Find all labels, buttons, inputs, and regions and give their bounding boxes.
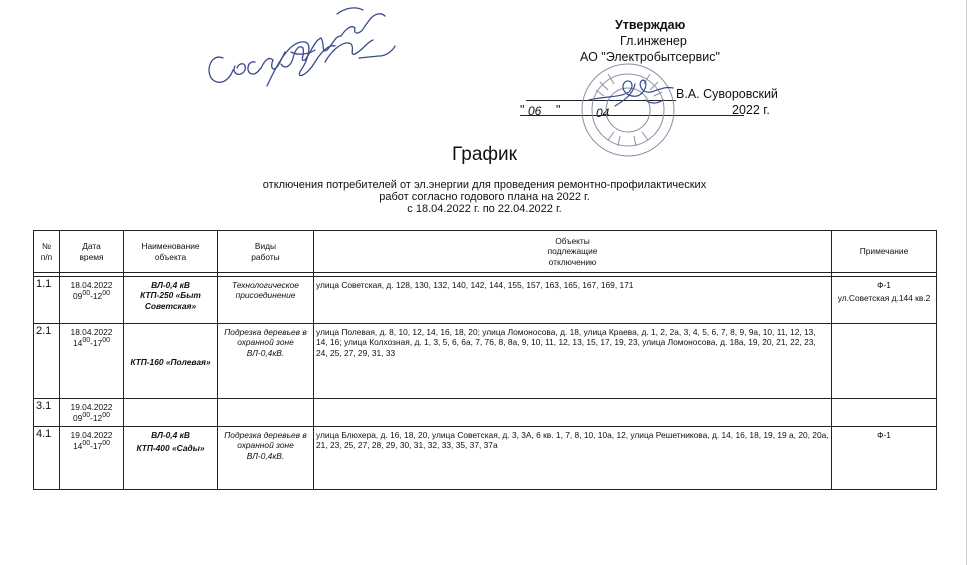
document-subtitle-line-1: отключения потребителей от эл.энергии для проведения ремонтно-профилактических — [262, 179, 707, 191]
header-date-line-1: Дата — [82, 241, 101, 252]
document-subtitle-line-2: работ согласно годового плана на 2022 г. — [379, 191, 590, 203]
header-note — [832, 231, 937, 273]
row-date: 18.04.2022 — [70, 280, 113, 290]
row-num: 4.1 — [34, 427, 60, 490]
row-date: 19.04.2022 — [70, 402, 113, 412]
header-work-type-line-1: Виды — [254, 241, 277, 252]
row-note — [832, 399, 937, 427]
row-num: 1.1 — [34, 277, 60, 324]
header-num — [34, 231, 60, 273]
row-note-line-1: Ф-1 — [877, 280, 891, 290]
approval-date-year: 2022 г. — [732, 103, 770, 117]
header-date-line-2: время — [79, 251, 104, 262]
approval-signer-name: В.А. Суворовский — [676, 87, 778, 101]
row-time-end: -17 — [90, 338, 103, 349]
row-object-name — [124, 399, 218, 427]
row-date: 18.04.2022 — [70, 327, 113, 337]
row-object-name-line-1: ВЛ-0,4 кВ — [151, 430, 190, 440]
table-row — [34, 324, 937, 399]
outage-schedule-table — [33, 230, 937, 490]
row-work-type — [218, 399, 314, 427]
table-row — [34, 427, 937, 490]
row-time-end-minutes: 00 — [102, 337, 110, 345]
approver-signature-icon — [585, 70, 685, 115]
row-objects: улица Полевая, д. 8, 10, 12, 14, 16, 18, 20; улица Ломоносова, д. 18, улица Краева, д. 1, 2, 2а, 3, 4, 5, 6, 7, 8, 9, 9а, 10, 11, 12, 13, 14, 16; улица Колхозная, д. 1, 3, 5, 6, 6а, 7, 76, 8, 8а, 9, 10, 11, 12, 13, 15, 17, 19, 23, улица Ломоносова, д. 18а, 19, 20, 21, 22, 23, 24, 25, 27, 29, 31, 33 — [314, 324, 832, 399]
row-time-end: -12 — [90, 413, 103, 424]
row-object-name-line-1: КТП-160 «Полевая» — [130, 356, 211, 367]
header-note-label: Примечание — [859, 246, 909, 257]
approval-date-month: 04 — [596, 106, 610, 120]
header-object-name-line-1: Наименование — [141, 241, 200, 252]
row-num: 2.1 — [34, 324, 60, 399]
page-edge-line — [966, 0, 967, 565]
row-object-name — [124, 324, 218, 399]
row-time-start-minutes: 00 — [82, 290, 91, 298]
header-objects-line-2: подлежащие — [547, 246, 598, 257]
row-time-end: -17 — [90, 441, 103, 452]
row-date-time — [60, 427, 124, 490]
row-time-start-minutes: 00 — [82, 412, 91, 420]
row-time-end-minutes: 00 — [102, 440, 110, 448]
row-time-start-minutes: 00 — [82, 440, 91, 448]
row-time-end-minutes: 00 — [102, 412, 110, 420]
row-time — [62, 337, 121, 348]
row-time-end-minutes: 00 — [102, 290, 110, 298]
header-num-line-2: п/п — [40, 251, 53, 262]
header-work-type — [218, 231, 314, 273]
approval-date-quote-close: " — [556, 103, 561, 117]
row-object-name — [124, 277, 218, 324]
approval-date-quote-open: " — [520, 103, 525, 117]
row-time — [62, 412, 121, 423]
row-time-start: 14 — [73, 441, 83, 452]
row-objects: улица Блюхера, д. 16, 18, 20, улица Советская, д. 3, 3А, 6 кв. 1, 7, 8, 10, 10а, 12, улица Решетникова, д. 14, 16, 18, 19, 19 а, 20, 20а, 21, 23, 25, 27, 28, 29, 30, 31, 32, 33, 35, 37, 37а — [314, 427, 832, 490]
row-object-name-line-2: КТП-400 «Сады» — [136, 443, 205, 454]
document-period: с 18.04.2022 г. по 22.04.2022 г. — [407, 203, 562, 215]
document-title: График — [452, 144, 517, 165]
row-work-type: Технологическое присоединение — [218, 277, 314, 324]
row-object-name — [124, 427, 218, 490]
row-note-line-2: ул.Советская д.144 кв.2 — [837, 293, 931, 304]
row-time-start-minutes: 00 — [82, 337, 91, 345]
header-object-name — [124, 231, 218, 273]
row-date: 19.04.2022 — [70, 430, 113, 440]
row-date-time — [60, 324, 124, 399]
row-date-time — [60, 277, 124, 324]
row-num: 3.1 — [34, 399, 60, 427]
header-work-type-line-2: работы — [251, 251, 280, 262]
row-time-start: 09 — [73, 413, 83, 424]
header-num-line-1: № — [42, 241, 51, 252]
header-object-name-line-2: объекта — [154, 251, 187, 262]
approval-title: Утверждаю — [615, 18, 686, 32]
row-time-start: 09 — [73, 291, 83, 302]
row-object-name-line-1: ВЛ-0,4 кВ — [151, 280, 190, 290]
approval-date-day: 06 — [528, 104, 542, 118]
row-date-time — [60, 399, 124, 427]
row-time — [62, 440, 121, 451]
table-row — [34, 277, 937, 324]
row-work-type: Подрезка деревьев в охранной зоне ВЛ-0,4кВ. — [218, 427, 314, 490]
header-date — [60, 231, 124, 273]
table-row — [34, 399, 937, 427]
approval-signature-icon — [195, 0, 405, 100]
row-work-type: Подрезка деревьев в охранной зоне ВЛ-0,4кВ. — [218, 324, 314, 399]
row-note-line-1: Ф-1 — [877, 430, 891, 440]
header-objects-line-3: отключению — [548, 256, 597, 267]
row-objects: улица Советская, д. 128, 130, 132, 140, 142, 144, 155, 157, 163, 165, 167, 169, 171 — [314, 277, 832, 324]
row-time-end: -12 — [90, 291, 103, 302]
row-note — [832, 324, 937, 399]
row-note — [832, 277, 937, 324]
row-note — [832, 427, 937, 490]
row-time — [62, 290, 121, 301]
approval-position: Гл.инженер — [620, 34, 687, 48]
row-object-name-line-2: КТП-250 «Быт Советская» — [140, 290, 201, 311]
row-time-start: 14 — [73, 338, 83, 349]
header-objects-line-1: Объекты — [555, 236, 590, 247]
table-header-row — [34, 231, 937, 273]
row-objects — [314, 399, 832, 427]
approval-organization: АО "Электробытсервис" — [580, 50, 720, 64]
header-objects — [314, 231, 832, 273]
